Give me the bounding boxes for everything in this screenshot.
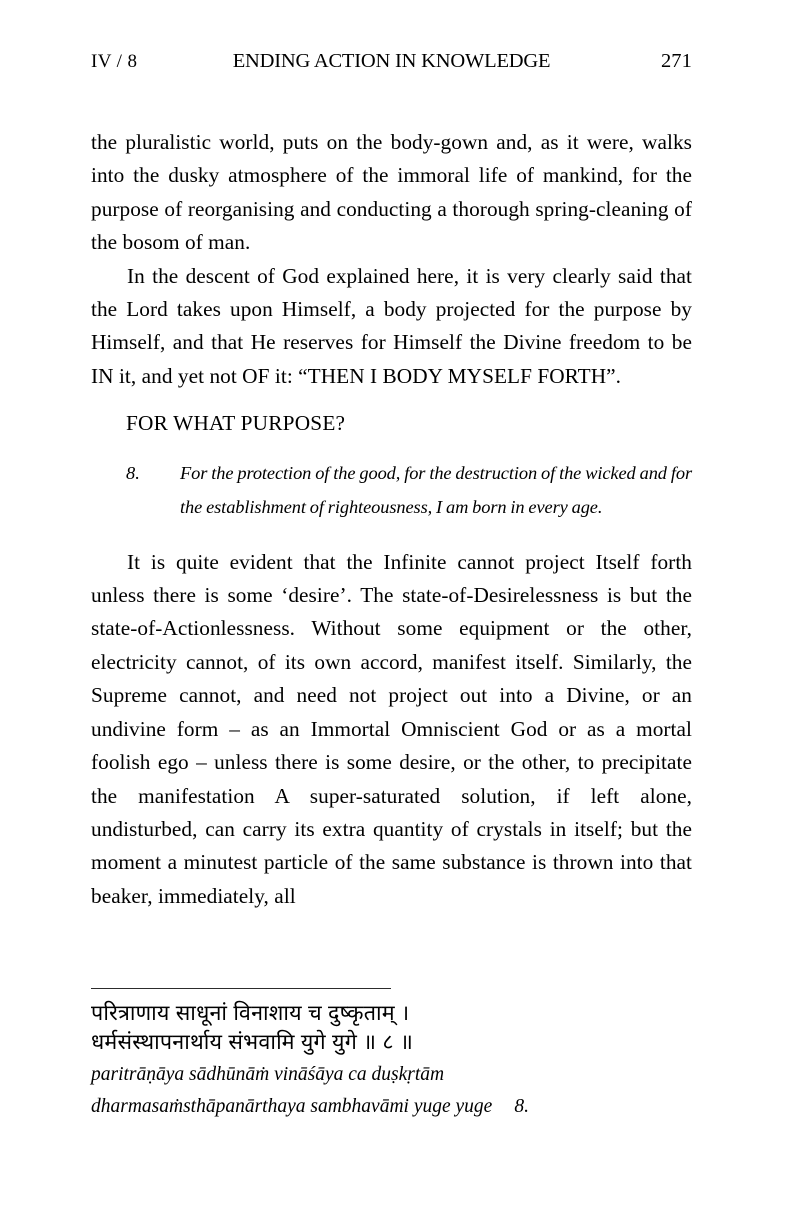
- page-number: 271: [660, 50, 692, 72]
- devanagari-verse-line-1: परित्राणाय साधूनां विनाशाय च दुष्कृताम् ।: [91, 1001, 410, 1025]
- paragraph-descent-of-god: In the descent of God explained here, it is very clearly said that the Lord takes upon Himself, a body projected for the purpose by Himself, and that He reserves for Himself the Divine freedom to be IN it, and yet not OF it: “THEN I BODY MYSELF FORTH”.: [91, 263, 692, 388]
- chapter-verse-reference: IV / 8: [91, 51, 138, 72]
- section-heading: FOR WHAT PURPOSE?: [126, 411, 346, 436]
- verse-number: 8.: [126, 462, 140, 483]
- spacer-after-verse: [91, 524, 692, 546]
- paragraph-infinite-projection: It is quite evident that the Infinite cannot project Itself forth unless there is some ‘desire’. The state-of-Desirelessness is but the state-of-Actionlessness. Without some equipment or the other, electricity cannot, of its own accord, manifest itself. Similarly, the Supreme cannot, and need not project out into a Divine, or an undivine form – as an Immortal Omniscient God or as a mortal foolish ego – unless there is some desire, or the other, to precipitate the manifestation A super-saturated solution, if left alone, undisturbed, can carry its extra quantity of crystals in itself; but the moment a minutest particle of the same substance is thrown into that beaker, immediately, all: [91, 549, 692, 908]
- running-head: [91, 50, 692, 80]
- transliteration-verse-number: 8.: [514, 1096, 529, 1117]
- transliteration-line-2: dharmasaṁsthāpanārthaya sambhavāmi yuge yuge: [91, 1096, 493, 1117]
- spacer-before-verse: [91, 441, 692, 456]
- devanagari-verse-line-2: धर्मसंस्थापनार्थाय संभवामि युगे युगे ॥ ८ ॥: [91, 1030, 414, 1054]
- verse-text: For the protection of the good, for the destruction of the wicked and for the establishment of righteousness, I am born in every age.: [180, 462, 692, 517]
- body-text-column: [91, 126, 692, 913]
- verse-quotation: [91, 456, 692, 524]
- running-head-title: ENDING ACTION IN KNOWLEDGE: [232, 50, 551, 72]
- footnote-block: [91, 988, 692, 1121]
- footnote-separator-rule: [91, 988, 391, 989]
- spacer-before-heading: [91, 393, 692, 407]
- transliteration-line-2-row: [91, 1093, 692, 1121]
- transliteration-line-1: paritrāṇāya sādhūnāṁ vināśāya ca duṣkṛtām: [91, 1064, 445, 1085]
- paragraph-continuation: the pluralistic world, puts on the body-gown and, as it were, walks into the dusky atmosphere of the immoral life of mankind, for the purpose of reorganising and conducting a thorough spring-cleaning of the bosom of man.: [91, 130, 692, 255]
